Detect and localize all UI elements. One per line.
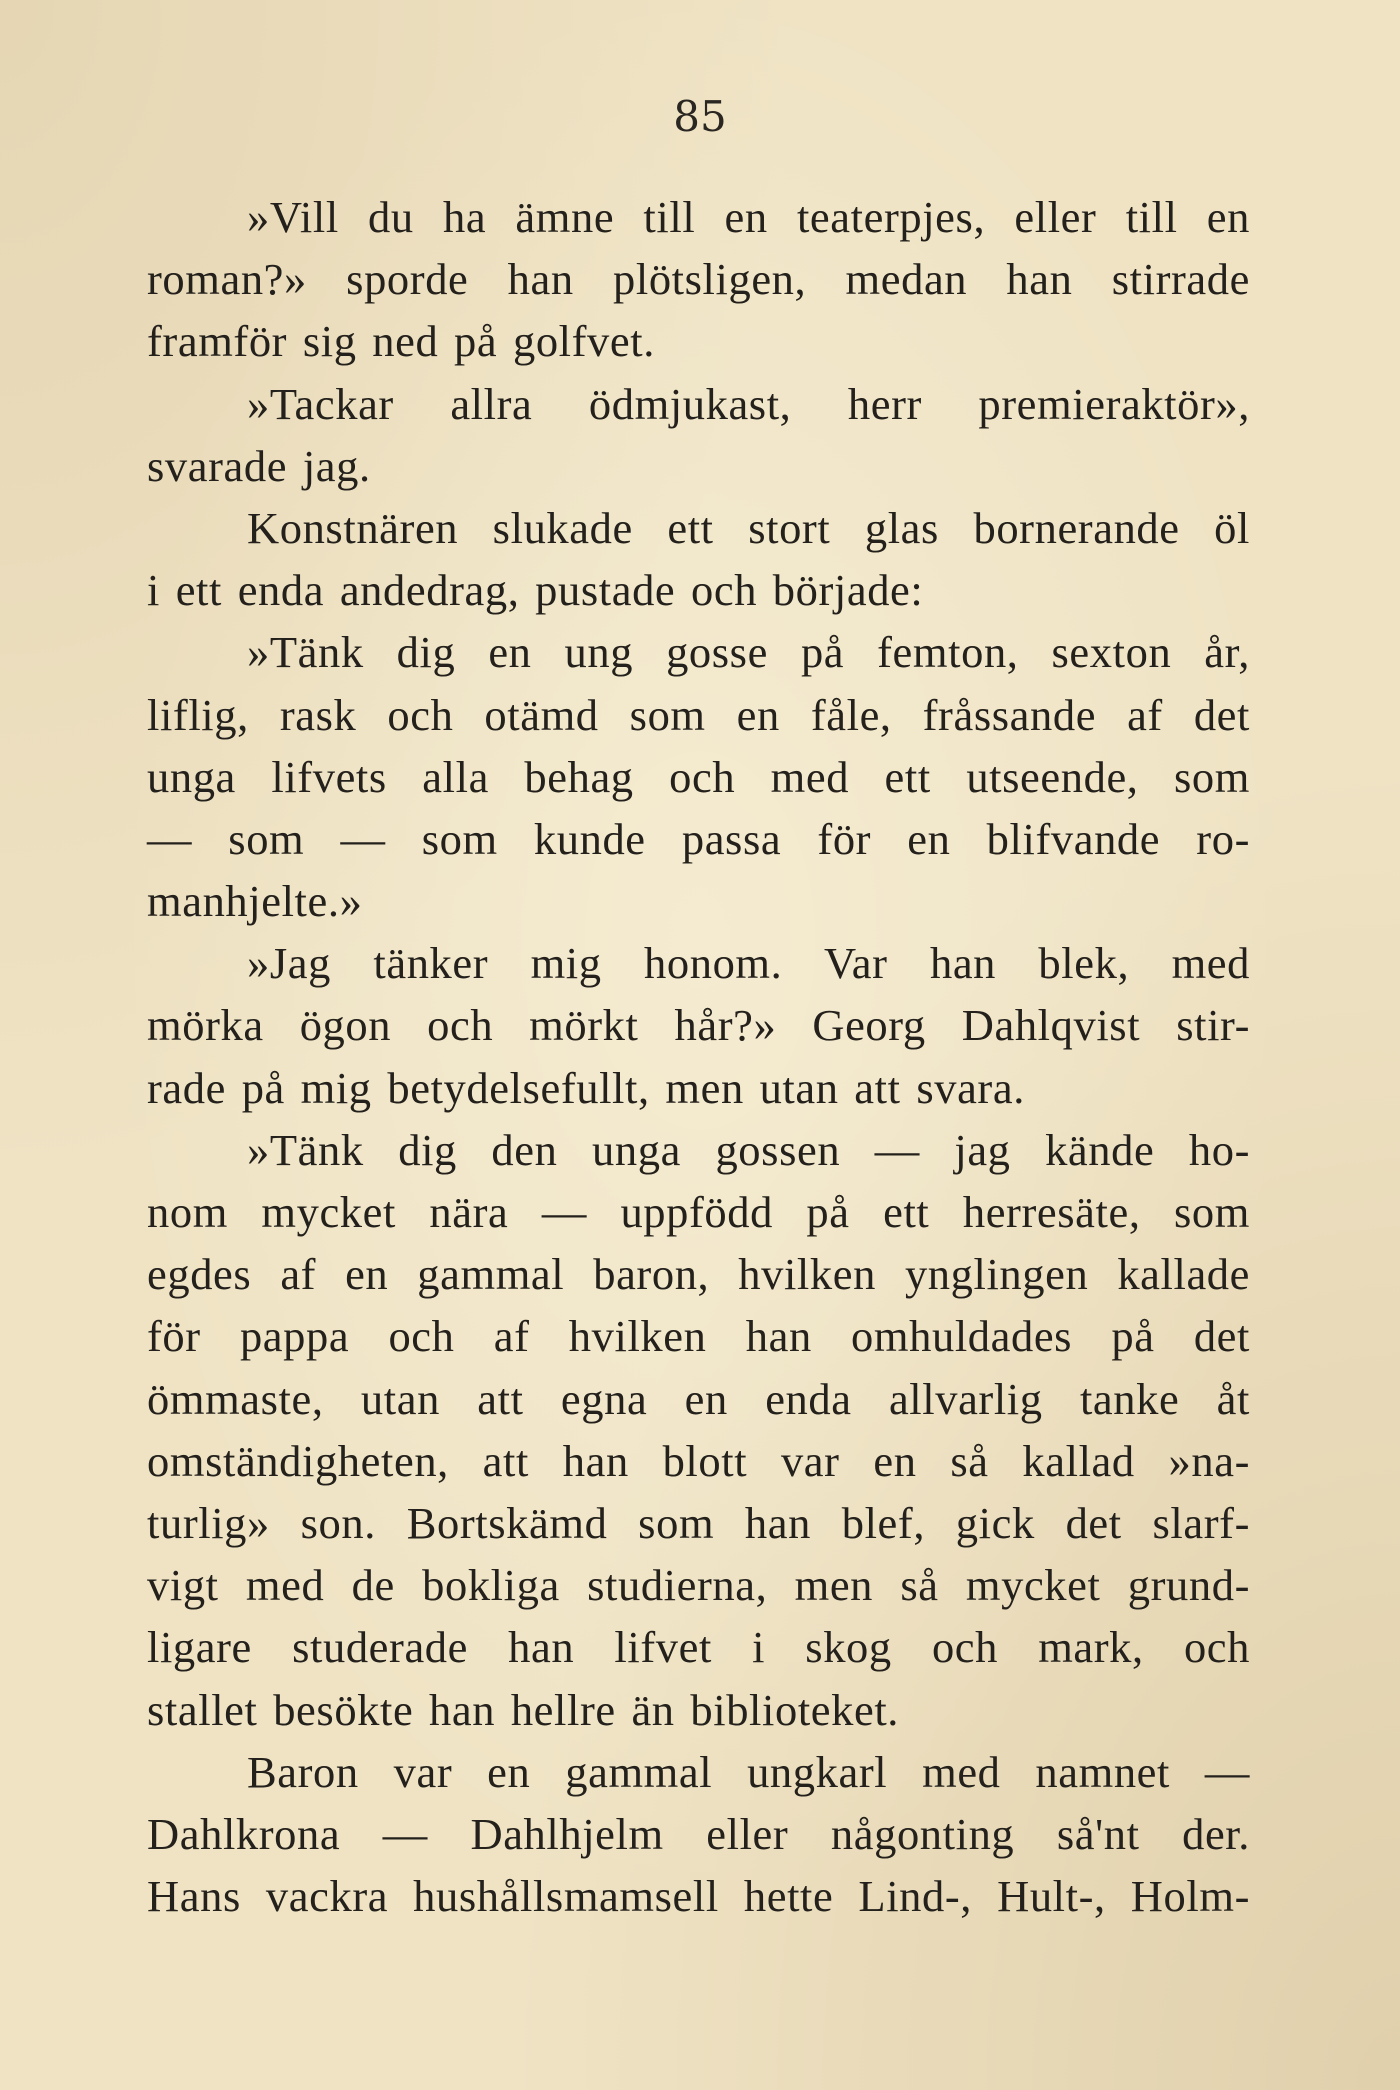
text-line: liflig, rask och otämd som en fåle, fråssande af det — [147, 689, 1250, 740]
text-line: — som — som kunde passa för en blifvande ro- — [147, 813, 1250, 864]
page-number: 85 — [673, 92, 727, 141]
text-line: svarade jag. — [147, 440, 371, 491]
text-line: roman?» sporde han plötsligen, medan han stirrade — [147, 254, 1250, 305]
text-line: rade på mig betydelsefullt, men utan att svara. — [147, 1062, 1025, 1113]
text-line: »Tänk dig den unga gossen — jag kände ho- — [247, 1124, 1250, 1175]
text-line: omständigheten, att han blott var en så kallad »na- — [147, 1435, 1250, 1486]
text-line: »Tackar allra ödmjukast, herr premieraktör», — [247, 378, 1250, 429]
text-line: nom mycket nära — uppfödd på ett herresäte, som — [147, 1187, 1250, 1237]
text-line: manhjelte.» — [147, 876, 363, 927]
text-line: turlig» son. Bortskämd som han blef, gick det slarf- — [147, 1497, 1250, 1548]
text-line: ömmaste, utan att egna en enda allvarlig tanke åt — [147, 1373, 1250, 1424]
text-line: i ett enda andedrag, pustade och började: — [147, 565, 924, 616]
text-line: egdes af en gammal baron, hvilken ynglingen kallade — [147, 1249, 1250, 1300]
text-line: »Jag tänker mig honom. Var han blek, med — [247, 938, 1250, 989]
text-line: Baron var en gammal ungkarl med namnet — — [247, 1746, 1250, 1797]
text-line: Hans vackra hushållsmamsell hette Lind-, Hult-, Holm- — [147, 1871, 1250, 1922]
text-line: Konstnären slukade ett stort glas bornerande öl — [247, 502, 1250, 553]
text-line: framför sig ned på golfvet. — [147, 316, 655, 367]
text-line: unga lifvets alla behag och med ett utseende, som — [147, 751, 1250, 802]
body-text — [147, 186, 1250, 1927]
text-line: stallet besökte han hellre än biblioteket. — [147, 1684, 900, 1735]
text-line: ligare studerade han lifvet i skog och mark, och — [147, 1622, 1250, 1673]
text-line: Dahlkrona — Dahlhjelm eller någonting så'nt der. — [147, 1808, 1250, 1859]
text-line: för pappa och af hvilken han omhuldades på det — [147, 1311, 1250, 1362]
text-line: vigt med de bokliga studierna, men så mycket grund- — [147, 1560, 1250, 1611]
text-line: mörka ögon och mörkt hår?» Georg Dahlqvist stir- — [147, 1000, 1250, 1051]
text-line: »Tänk dig en ung gosse på femton, sexton år, — [247, 627, 1250, 678]
text-line: »Vill du ha ämne till en teaterpjes, eller till en — [247, 192, 1250, 242]
